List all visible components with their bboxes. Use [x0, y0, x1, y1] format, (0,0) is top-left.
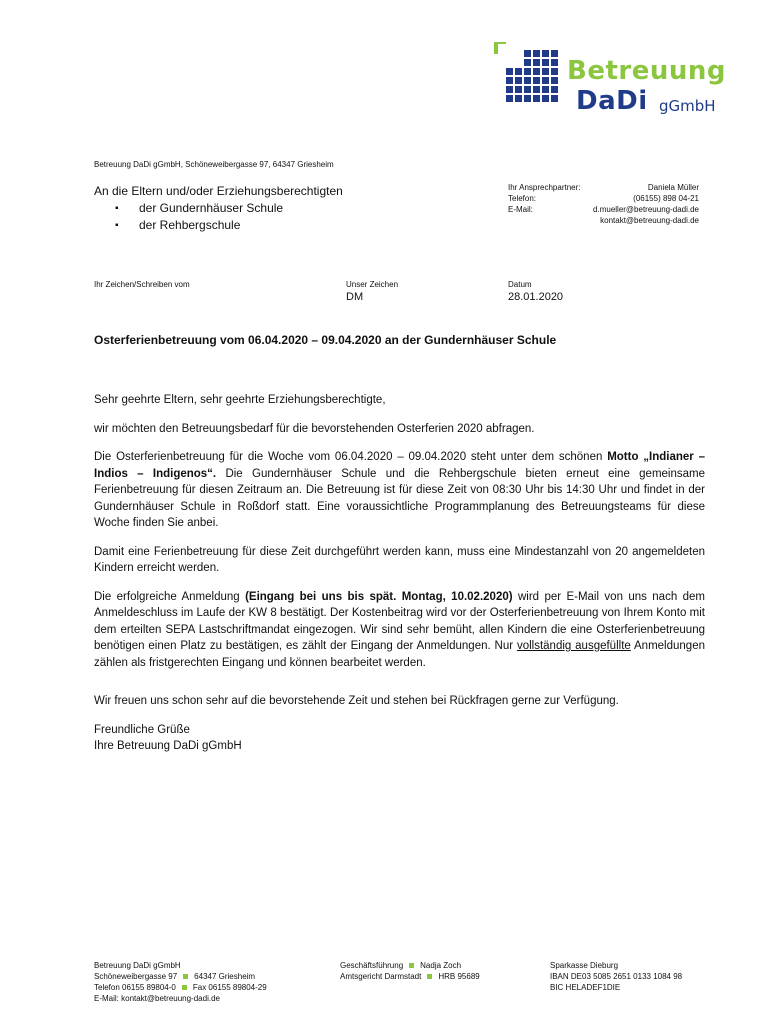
logo-mark-icon: [494, 42, 564, 106]
closing-signature: Ihre Betreuung DaDi gGmbH: [94, 740, 242, 752]
contact-phone: (06155) 898 04-21: [633, 194, 699, 203]
contact-block: [508, 182, 699, 226]
complete-forms-emphasis: vollständig ausgefüllte: [516, 640, 631, 652]
paragraph-minimum: Damit eine Ferienbetreuung für diese Zeit durchgeführt werden kann, muss eine Mindestanzahl von 20 angemeldeten Kindern erreicht werden.: [94, 545, 705, 574]
date-label: Datum: [508, 280, 532, 289]
contact-person: Daniela Müller: [647, 183, 699, 192]
footer-bank: Sparkasse Dieburg IBAN DE03 5085 2651 0133 1084 98 BIC HELADEF1DIE: [550, 961, 683, 992]
closing-greeting: Freundliche Grüße: [94, 723, 190, 736]
recipient-item: ▪ der Rehbergschule: [94, 217, 343, 234]
contact-email-label: E-Mail:: [508, 205, 533, 214]
brand-name-line2: DaDi: [576, 86, 648, 116]
date-value: 28.01.2020: [508, 291, 564, 303]
contact-person-label: Ihr Ansprechpartner:: [508, 183, 581, 192]
intro-paragraph: wir möchten den Betreuungsbedarf für die bevorstehenden Osterferien 2020 abfragen.: [94, 422, 535, 435]
subject-line: Osterferienbetreuung vom 06.04.2020 – 09.04.2020 an der Gundernhäuser Schule: [94, 333, 557, 347]
deadline: (Eingang bei uns bis spät. Montag, 10.02.2020): [245, 590, 513, 603]
brand-suffix: gGmbH: [659, 97, 716, 115]
paragraph-closing: Wir freuen uns schon sehr auf die bevorstehende Zeit und stehen bei Rückfragen gerne zur Verfügung.: [94, 695, 619, 707]
paragraph-details: Die Osterferienbetreuung für die Woche vom 06.04.2020 – 09.04.2020 steht unter dem schönen Motto „Indianer – Indios – Indigenos“. Die Gundernhäuser Schule und die Rehbergschule bieten erneut eine gemeinsame Ferienbetreuung für diesen Zeitraum an. Die Betreuung ist für diese Zeit von 08:30 Uhr bis 14:30 Uhr und findet in der Gundernhäuser Schule in Roßdorf statt. Eine voraussichtliche Programmplanung des Betreuungsteams für diese Woche finden Sie anbei.: [94, 451, 705, 529]
brand-name-line1: Betreuung: [567, 56, 726, 86]
our-reference-label: Unser Zeichen: [346, 280, 399, 289]
letter-body: [94, 392, 705, 755]
recipient-item: ▪ der Gundernhäuser Schule: [94, 200, 343, 217]
contact-email-general: kontakt@betreuung-dadi.de: [600, 216, 699, 225]
contact-phone-label: Telefon:: [508, 194, 537, 203]
our-reference-value: DM: [346, 291, 364, 303]
salutation: Sehr geehrte Eltern, sehr geehrte Erziehungsberechtigte,: [94, 394, 386, 406]
your-reference-label: Ihr Zeichen/Schreiben vom: [94, 280, 190, 289]
motto: Motto „Indianer – Indios – Indigenos“.: [94, 451, 705, 480]
paragraph-registration: Die erfolgreiche Anmeldung (Eingang bei uns bis spät. Montag, 10.02.2020) wird per E-Mail von uns nach dem Anmeldeschluss im Laufe der KW 8 bestätigt. Der Kostenbeitrag wird vor der Osterferienbetreuung von Ihrem Konto mit dem erteilten SEPA Lastschriftmandat eingezogen. Wir sind sehr bemüht, allen Kindern die eine Osterferienbetreuung benötigen einen Platz zu bestätigen, es zählt der Eingang der Anmeldungen. Nur vollständig ausgefüllte Anmeldungen zählen als fristgerechten Eingang und können bearbeitet werden.: [94, 590, 705, 669]
footer-company: Betreuung DaDi gGmbH Schöneweibergasse 97 64347 Griesheim Telefon 06155 89804-0 Fax 06155 89804-29 E-Mail: kontakt@betreuung-dadi.de: [94, 961, 267, 1003]
recipient-list: [94, 200, 343, 234]
contact-email: d.mueller@betreuung-dadi.de: [593, 205, 699, 214]
recipient-heading: An die Eltern und/oder Erziehungsberechtigten: [94, 184, 343, 198]
recipient-block: [94, 183, 343, 234]
sender-line: Betreuung DaDi gGmbH, Schöneweibergasse 97, 64347 Griesheim: [94, 160, 334, 169]
footer-management: Geschäftsführung Nadja Zoch Amtsgericht Darmstadt HRB 95689: [340, 961, 480, 981]
